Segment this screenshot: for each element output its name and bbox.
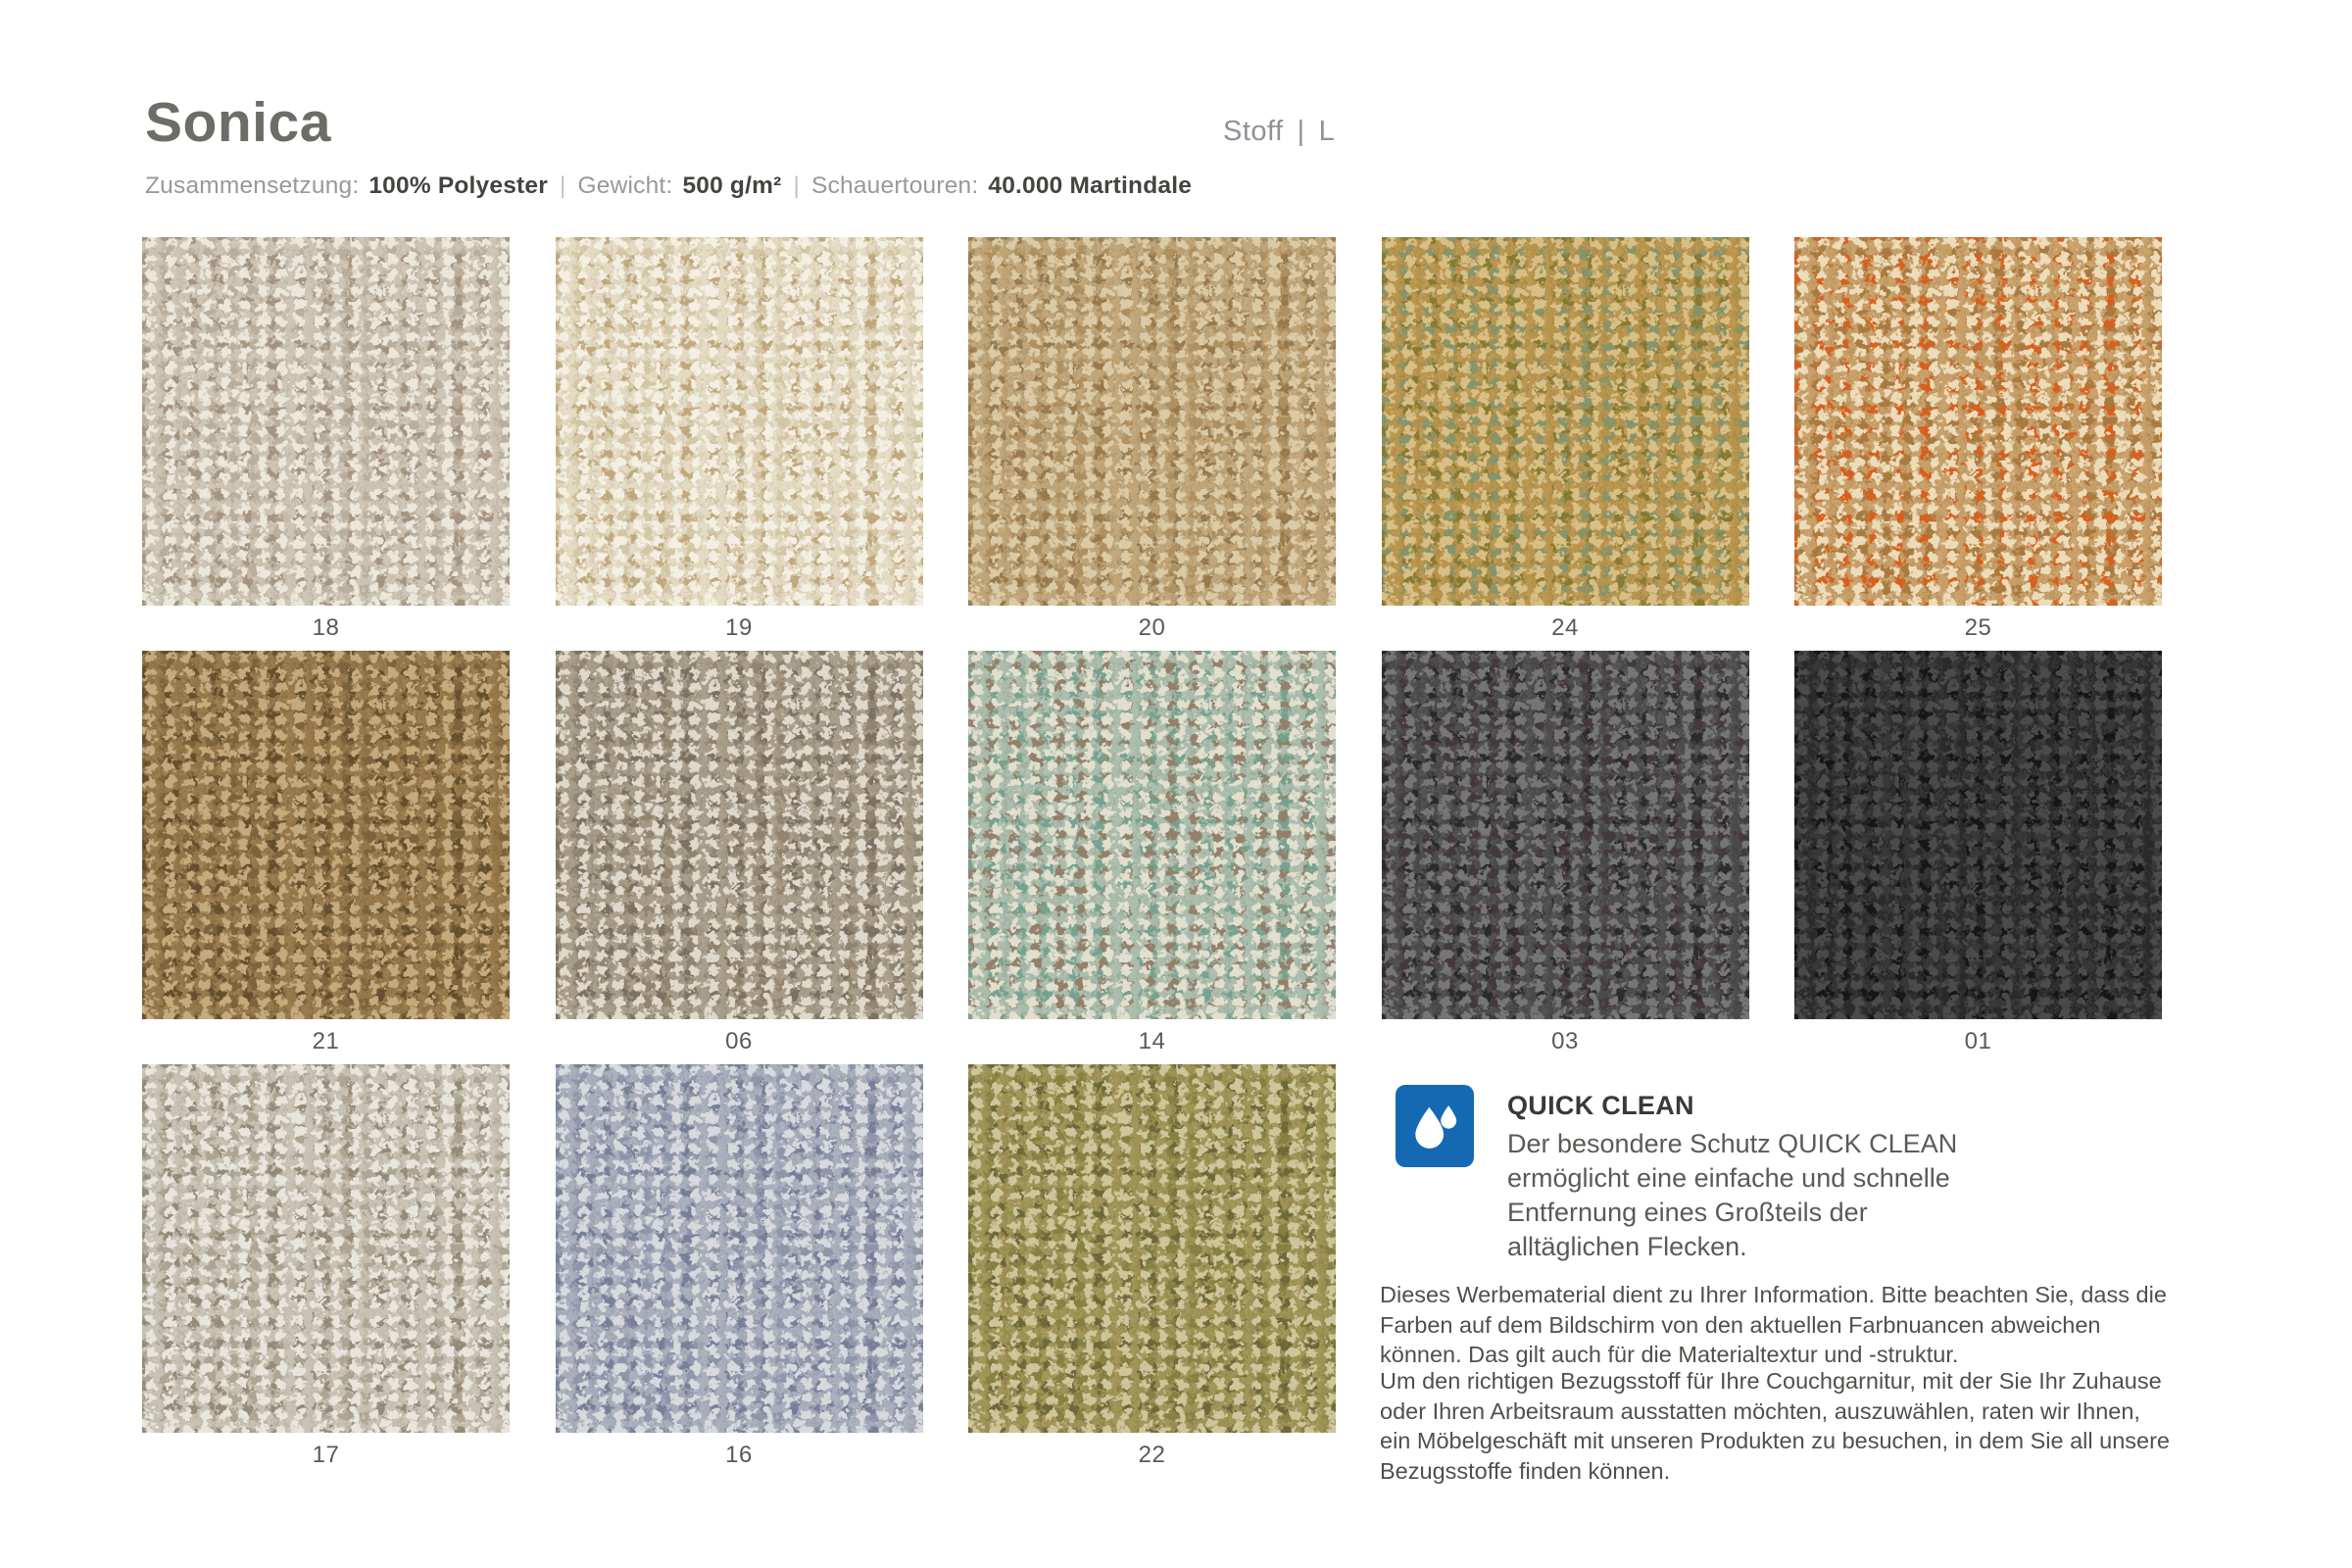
- swatch-number: 03: [1551, 1028, 1579, 1054]
- fabric-texture-fill: [1382, 237, 1749, 606]
- fabric-swatch-19: [556, 237, 923, 651]
- fabric-texture: [1382, 237, 1749, 606]
- fabric-texture: [556, 651, 923, 1019]
- quick-clean-description: Der besondere Schutz QUICK CLEAN ermöglicht eine einfache und schnelle Entfernung eines Großteils der alltäglichen Flecken.: [1507, 1129, 1958, 1261]
- fabric-type-separator: |: [1297, 116, 1305, 147]
- swatch-number: 19: [725, 614, 753, 641]
- swatch-number: 24: [1551, 614, 1579, 641]
- swatch-number: 01: [1964, 1028, 1992, 1054]
- fabric-category: Stoff: [1223, 116, 1284, 147]
- fabric-texture: [556, 1064, 923, 1433]
- water-drops-icon: [1396, 1085, 1474, 1167]
- fabric-texture: [968, 237, 1336, 606]
- quick-clean-title: QUICK CLEAN: [1507, 1091, 1694, 1120]
- fabric-texture-fill: [1794, 651, 2162, 1019]
- page-title: Sonica: [145, 91, 331, 154]
- specs-line: [145, 172, 1192, 200]
- fabric-texture-fill: [968, 237, 1336, 606]
- swatch-number: 18: [312, 614, 340, 641]
- spec-abrasion-label: Schauertouren:: [811, 172, 979, 199]
- fabric-texture: [556, 237, 923, 606]
- fabric-swatch-03: [1382, 651, 1749, 1064]
- fabric-swatch-16: [556, 1064, 923, 1478]
- spec-weight-value: 500 g/m²: [682, 172, 782, 199]
- fabric-swatch-20: [968, 237, 1336, 651]
- fabric-texture: [1794, 651, 2162, 1019]
- fabric-texture-fill: [1382, 651, 1749, 1019]
- swatch-number: 16: [725, 1442, 753, 1468]
- spec-separator: |: [793, 172, 801, 199]
- quick-clean-text: [1507, 1091, 1997, 1264]
- fabric-swatch-21: [142, 651, 510, 1064]
- fabric-swatch-06: [556, 651, 923, 1064]
- spec-weight-label: Gewicht:: [577, 172, 673, 199]
- fabric-texture-fill: [556, 651, 923, 1019]
- swatch-number: 20: [1138, 614, 1166, 641]
- swatch-number: 21: [312, 1028, 340, 1054]
- fabric-texture: [968, 651, 1336, 1019]
- fabric-swatch-24: [1382, 237, 1749, 651]
- fabric-swatch-01: [1794, 651, 2162, 1064]
- swatch-number: 14: [1138, 1028, 1166, 1054]
- fabric-swatch-18: [142, 237, 510, 651]
- fabric-texture: [142, 651, 510, 1019]
- fabric-texture-fill: [556, 1064, 923, 1433]
- spec-separator: |: [559, 172, 566, 199]
- fabric-texture-fill: [556, 237, 923, 606]
- fabric-texture: [142, 237, 510, 606]
- fabric-texture-fill: [968, 651, 1336, 1019]
- fabric-texture-fill: [1794, 237, 2162, 606]
- fabric-texture-fill: [142, 651, 510, 1019]
- swatch-number: 25: [1964, 614, 1992, 641]
- fabric-type-label: [1223, 116, 1335, 148]
- fabric-texture-fill: [968, 1064, 1336, 1433]
- fabric-swatch-22: [968, 1064, 1336, 1478]
- fabric-texture-fill: [142, 1064, 510, 1433]
- spec-composition-label: Zusammensetzung:: [145, 172, 360, 199]
- swatch-number: 06: [725, 1028, 753, 1054]
- fabric-variant: L: [1318, 116, 1336, 147]
- fabric-swatch-17: [142, 1064, 510, 1478]
- fabric-texture-fill: [142, 237, 510, 606]
- spec-abrasion-value: 40.000 Martindale: [988, 172, 1193, 199]
- fabric-texture: [968, 1064, 1336, 1433]
- swatch-number: 22: [1138, 1442, 1166, 1468]
- spec-composition-value: 100% Polyester: [368, 172, 548, 199]
- swatch-number: 17: [312, 1442, 340, 1468]
- fabric-swatch-14: [968, 651, 1336, 1064]
- fabric-texture: [142, 1064, 510, 1433]
- disclaimer-store-visit: Um den richtigen Bezugsstoff für Ihre Couchgarnitur, mit der Sie Ihr Zuhause oder Ihren Arbeitsraum ausstatten möchten, auszuwählen, raten wir Ihnen, ein Möbelgeschäft mit unseren Produkten zu besuchen, in dem Sie all unsere Bezugsstoffe finden können.: [1380, 1368, 2170, 1484]
- fabric-texture: [1382, 651, 1749, 1019]
- disclaimer-colors: Dieses Werbematerial dient zu Ihrer Information. Bitte beachten Sie, dass die Farben auf dem Bildschirm von den aktuellen Farbnuancen abweichen können. Das gilt auch für die Materialtextur und -struktur.: [1380, 1282, 2167, 1367]
- fabric-texture: [1794, 237, 2162, 606]
- fabric-swatch-25: [1794, 237, 2162, 651]
